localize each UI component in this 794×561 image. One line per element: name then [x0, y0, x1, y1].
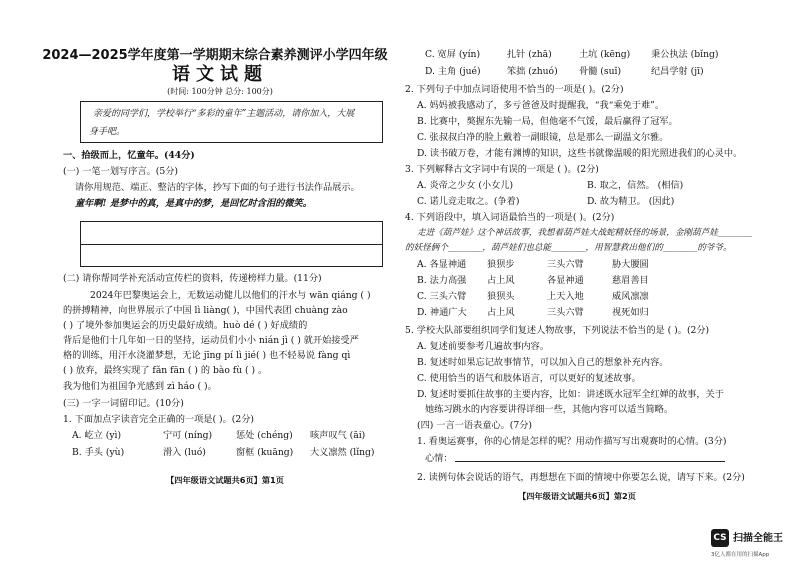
q3-b-4: 大义凛然 (lǐng)	[310, 447, 375, 458]
q3-a-3: 惩处 (chéng)	[236, 430, 293, 441]
q3-d-4: 纪昌学射 (jī)	[651, 66, 704, 77]
subject-title: 语文试题	[172, 64, 268, 85]
r-q3-cd-1: C. 诺儿竞走取之。(争着)	[417, 196, 520, 207]
intro-line-2: 身手吧。	[89, 127, 126, 137]
q3-b-3: 窗框 (kuāng)	[236, 447, 294, 458]
r-q2-d: D. 读书破万卷，才能有渊博的知识，这些书就像温暖的阳光照进我们的心灵中。	[417, 148, 743, 159]
r-q2-c: C. 张叔叔白净的脸上戴着一副眼镜，总是那么一副温文尔雅。	[417, 132, 669, 143]
q1-title: (一) 一笔一划写序言。(5分)	[63, 166, 178, 177]
q3-c-2: 扎针 (zhā)	[507, 49, 552, 60]
q3-a-4: 咳声叹气 (āi)	[310, 430, 366, 441]
intro-line-1: 亲爱的同学们，学校举行“多彩的童年”主题活动，请你加入，大展	[93, 109, 355, 119]
q3-title: (三) 一字一词留印记。(10分)	[63, 398, 184, 409]
r-q4-c-2: 狼狈头	[487, 291, 515, 302]
r-q5-d-cont: 她练习跳水的内容要讲得详细一些，其他内容可以适当简略。	[425, 404, 674, 415]
camscanner-tagline: 3亿人都在用的扫描App	[711, 552, 770, 558]
q2-line-3: ( ) 了境外参加奥运会的历史最好成绩。huò dé ( ) 好成绩的	[63, 320, 308, 331]
mood-answer-line[interactable]	[455, 461, 725, 462]
q2-title: (二) 请你帮同学补充活动宣传栏的资料，传递榜样力量。(11分)	[63, 273, 322, 284]
q3-b-2: 滑入 (luó)	[163, 447, 206, 458]
q2-line-7: 我为他们为祖国争光感到 zì háo ( )。	[63, 381, 217, 392]
page-1-footer: 【四年级语文试题共6页】第1页	[166, 475, 284, 485]
r-q2-a: A. 妈妈被我感动了，多亏爸爸及时提醒我，“我“乘免于难”。	[417, 100, 665, 111]
p4-q2: 2. 读例句体会说话的语气，再想想在下面的情境中你要怎么说，请写下来。(2分)	[417, 472, 745, 483]
camscanner-name: 扫描全能王	[733, 533, 783, 544]
r-q2-b: B. 比赛中，獒握东先输一局，但他毫不气馁，最后赢得了冠军。	[417, 116, 678, 127]
r-q4-a-2: 狼狈步	[487, 259, 515, 270]
q1-instruction: 请你用规范、端正、整洁的字体，抄写下面的句子进行书法作品展示。	[75, 182, 360, 193]
r-q4-title: 4. 下列语段中，填入词语最恰当的一项是( )。(2分)	[405, 212, 615, 223]
r-q4-line-1: 走进《葫芦娃》这个神话故事，我想着葫芦娃大战蛇精妖怪的场景，金刚葫芦娃________	[417, 228, 753, 238]
exam-title: 2024—2025学年度第一学期期末综合素养测评小学四年级	[42, 48, 388, 63]
r-q4-c-4: 威风凛凛	[612, 291, 649, 302]
q3-c-3: 土坑 (kēng)	[579, 49, 631, 60]
r-q4-d-4: 视死如归	[612, 307, 649, 318]
r-q4-b-2: 占上风	[487, 275, 515, 286]
p4-q1: 1. 看奥运赛事，你的心情是怎样的呢？用动作描写写出观赛时的心情。(3分)	[417, 436, 727, 447]
r-q4-a-4: 胁大腰圆	[612, 259, 649, 270]
handwriting-box[interactable]	[80, 221, 383, 267]
camscanner-logo-icon: CS	[711, 529, 729, 547]
r-q5-b: B. 复述时如果忘记故事情节，可以加入自己的想象补充内容。	[417, 357, 669, 368]
q2-line-4: 背后是他们十几年如一日的坚持，运动员们小小 nián jì ( ) 就开始接受严	[63, 335, 359, 346]
r-q3-title: 3. 下列解释古文字词中有误的一项是 ( )。(2分)	[405, 164, 599, 175]
q3-d-1: D. 主角 (jué)	[425, 66, 481, 77]
page-2-footer: 【四年级语文试题共6页】第2页	[518, 491, 636, 501]
r-q4-d-3: 三头六臂	[547, 307, 584, 318]
exam-page-2	[397, 0, 794, 561]
r-q4-b-4: 慈眉善目	[612, 275, 649, 286]
time-score: (时间: 100分钟 总分: 100分)	[167, 87, 273, 96]
q2-line-6: ( ) 放弃，最终实现了 fǎn fān ( ) 的 bào fù ( ) 。	[63, 365, 268, 376]
r-q4-d-1: D. 神通广大	[417, 307, 467, 318]
q3-sub1: 1. 下面加点字读音完全正确的一项是( )。(2分)	[63, 414, 254, 425]
q3-a-2: 宁可 (níng)	[163, 430, 213, 441]
r-q4-c-3: 上天入地	[547, 291, 584, 302]
r-q3-cd-2: D. 故为精卫。 (因此)	[587, 196, 675, 207]
r-q4-d-2: 占上风	[487, 307, 515, 318]
r-q5-title: 5. 学校大队部要组织同学们复述人物故事，下列说法不恰当的是 ( )。(2分)	[405, 325, 710, 336]
q2-line-5: 格的训练，用汗水浇灌梦想，无论 jīng pí lì jié( ) 也不轻易说 fàng qì	[63, 350, 351, 361]
handwriting-midline	[81, 244, 382, 245]
q3-d-3: 骨髓 (suǐ)	[579, 66, 622, 77]
r-q3-ab-2: B. 取之，信然。 (相信)	[587, 180, 684, 191]
r-q4-b-1: B. 法力高强	[417, 275, 467, 286]
q3-d-2: 笨拙 (zhuó)	[507, 66, 558, 77]
r-q3-ab-1: A. 炎帝之少女 (小女儿)	[417, 180, 514, 191]
r-q4-a-1: A. 各显神通	[417, 259, 467, 270]
r-q4-a-3: 三头六臂	[547, 259, 584, 270]
q3-b-1: B. 手头 (yù)	[72, 447, 125, 458]
q3-c-1: C. 宽屏 (yín)	[425, 49, 481, 60]
q2-line-1: 2024年巴黎奥运会上，无数运动健儿以他们的汗水与 wān qiáng ( )	[90, 290, 371, 301]
r-q5-a: A. 复述前要参考几遍故事内容。	[417, 341, 549, 352]
r-q4-b-3: 各显神通	[547, 275, 584, 286]
part-4-heading: (四) 一言一语表童心。(7分)	[417, 420, 532, 431]
r-q2-title: 2. 下列句子中加点词语使用不恰当的一项是( )。(2分)	[405, 84, 624, 95]
intro-box	[80, 101, 383, 143]
r-q4-line-2: 的妖怪俩个________，葫芦娃们也总能________，用智慧救出他们的________的爷爷。	[405, 243, 732, 253]
q3-a-1: A. 屹立 (yì)	[72, 430, 122, 441]
r-q5-d: D. 复述时要抓住故事的主要内容，比如：讲述既水冠军全红婵的故事，关于	[417, 389, 724, 400]
r-q5-c: C. 使用恰当的语气和肢体语言，可以更好的复述故事。	[417, 373, 641, 384]
mood-label: 心情：	[425, 453, 453, 464]
q2-line-2: 的拼搏精神，向世界展示了中国 lì liàng( )，中国代表团 chuàng zào	[63, 305, 348, 316]
q3-c-4: 秉公执法 (bǐng)	[651, 49, 719, 60]
part-1-heading: 一、拾级而上，忆童年。(44分)	[63, 150, 195, 161]
r-q4-c-1: C. 三头六臂	[417, 291, 467, 302]
q1-sentence: 童年啊! 是梦中的真，是真中的梦，是回忆时含泪的微笑。	[75, 198, 312, 209]
